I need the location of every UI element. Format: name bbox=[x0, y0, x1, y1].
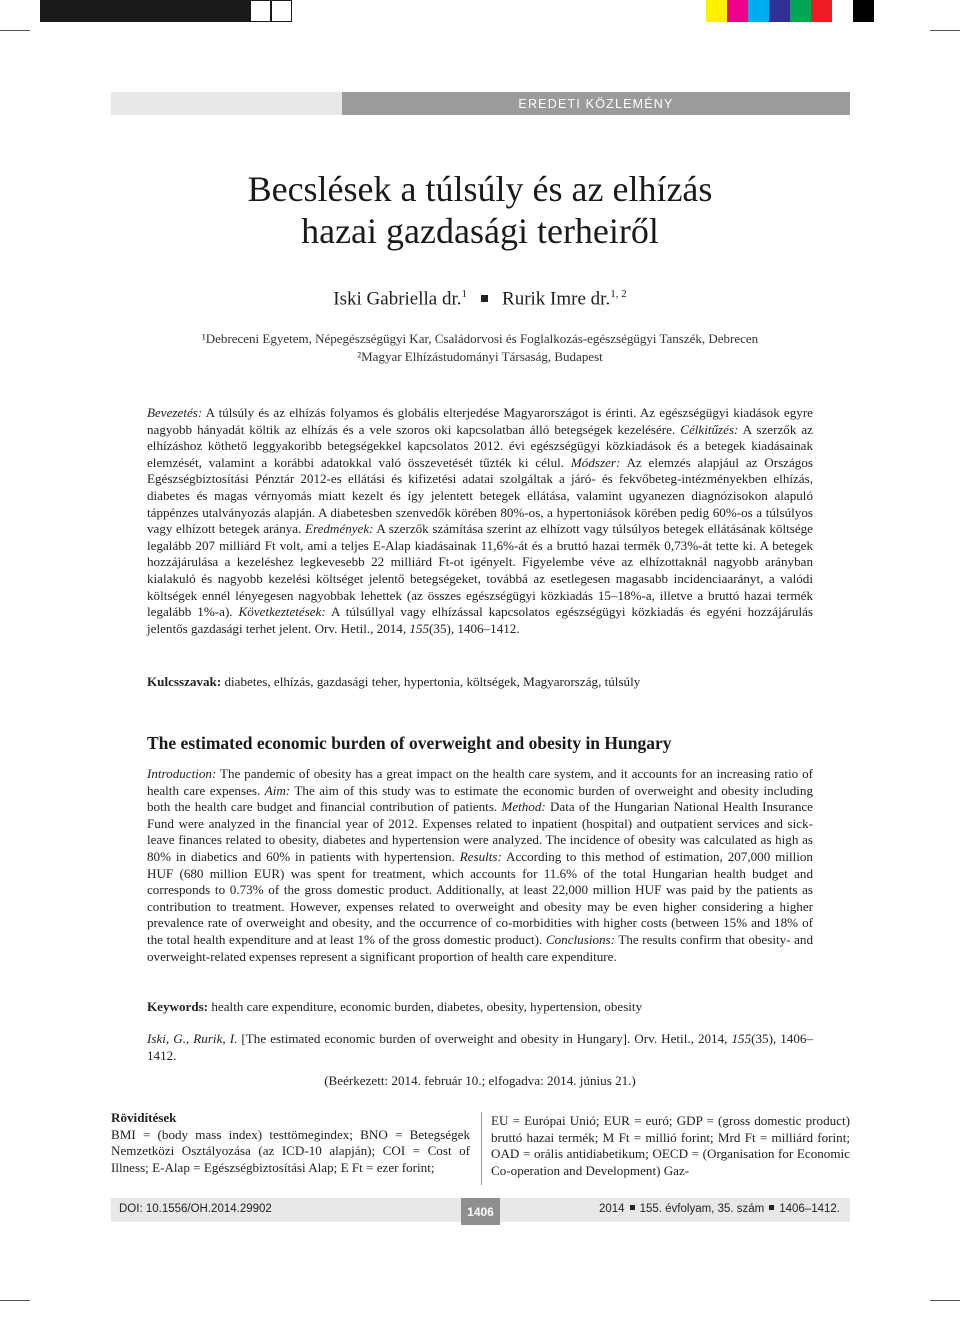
color-swatch bbox=[874, 0, 895, 22]
keywords-text: diabetes, elhízás, gazdasági teher, hypertonia, költségek, Magyarország, túlsúly bbox=[221, 674, 641, 689]
color-swatch bbox=[832, 0, 853, 22]
keywords-text: health care expenditure, economic burden, diabetes, obesity, hypertension, obesity bbox=[208, 999, 643, 1014]
color-swatch bbox=[706, 0, 727, 22]
affiliation: ²Magyar Elhízástudományi Társaság, Budapest bbox=[357, 349, 603, 364]
abbreviations-left bbox=[111, 1110, 470, 1176]
abbreviations-text: EU = Európai Unió; EUR = euró; GDP = (gross domestic product) bruttó hazai termék; M Ft = millió forint; Mrd Ft = milliárd forint; OAD = orális antidiabetikum; OECD = (Organisation for Economic Co-operation and Development) Gaz- bbox=[491, 1113, 850, 1178]
color-swatch bbox=[229, 0, 250, 22]
abstract-text: The pandemic of obesity has a great impact on the health care system, and it accounts for an increasing ratio of health care expenses. bbox=[147, 766, 813, 798]
abstract-text: A szerzők számítása szerint az elhízott vagy túlsúlyos betegek ellátásának költsége legalább 207 milliárd Ft volt, ami a teljes E-Alap kiadásainak 11,6%-át és a bruttó hazai termék 0,73%-át tette ki. A betegek hozzájárulása a kezeléshez legkevesebb 22 milliárd Ft-ot igényelt. Figyelembe véve az elhízottaknál nagyobb arányban kialakuló és nagyobb kezelési költséget jelentő betegségeket, továbbá az esetlegesen magasabb incidenciaarányt, a valódi költségek ennél lényegesen nagyobbak lehettek (az összes egészségügyi közkiadás 15–18%-a, illetve a bruttó hazai termék legalább 1%-a). bbox=[147, 521, 813, 620]
keywords-hu bbox=[147, 674, 813, 690]
section-label: Módszer: bbox=[570, 454, 621, 470]
citation-authors: Iski, G., Rurik, I. bbox=[147, 1031, 238, 1046]
abstract-text: According to this method of estimation, 207,000 million HUF (680 million EUR) was spent for treatment, which accounts for 11.6% of the total Hungarian health budget and corresponds to 0.73% of the gross domestic product. Additionally, at least 22,000 million HUF was paid by the patients as contribution to treatment. However, expenses related to overweight and obesity may be even higher considering a higher prevalence rate of overweight and obesity, and the occurrence of co-morbidities with higher costs (between 15% and 18% of the total health expenditure and at least 1% of the gross domestic product). bbox=[147, 848, 813, 947]
color-swatch bbox=[187, 0, 208, 22]
issue-volume: 155. évfolyam, 35. szám bbox=[639, 1203, 765, 1215]
abstract-text: A túlsúllyal vagy elhízással kapcsolatos egészségügyi közkiadás és egyéni hozzájárulás jelentős gazdasági terhet jelent. Orv. Hetil., 2014, bbox=[147, 604, 813, 636]
section-label: EREDETI KÖZLEMÉNY bbox=[342, 92, 850, 115]
affiliation-mark: 1 bbox=[461, 288, 468, 300]
issue-info bbox=[599, 1203, 840, 1215]
crop-mark bbox=[0, 30, 30, 31]
affiliation: ¹Debreceni Egyetem, Népegészségügyi Kar, Családorvosi és Foglalkozás-egészségügyi Tanszék, Debrecen bbox=[201, 331, 759, 346]
crop-mark bbox=[0, 1300, 30, 1301]
received-dates: (Beérkezett: 2014. február 10.; elfogadva: 2014. június 21.) bbox=[324, 1073, 636, 1088]
abstract-text: Data of the Hungarian National Health Insurance Fund were analyzed in the financial year of 2012. Expenses related to inpatient (hospital) and outpatient services and sick-leave finances related to obesity, diabetes and hypertension were analyzed. The incidence of obesity was calculated as high as 80% in diabetics and 60% in patients with hypertension. bbox=[147, 799, 813, 864]
section-label: Results: bbox=[459, 848, 502, 864]
section-label: Introduction: bbox=[147, 766, 217, 781]
abstract-text: (35), 1406–1412. bbox=[429, 620, 520, 636]
color-swatch bbox=[103, 0, 124, 22]
abstract-text: The results confirm that obesity- and overweight-related expenses represent a significant proportion of health care expenditure. bbox=[147, 931, 813, 964]
section-label: Conclusions: bbox=[545, 931, 616, 947]
section-label: Következtetések: bbox=[238, 604, 326, 620]
color-swatch bbox=[853, 0, 874, 22]
color-swatch bbox=[895, 0, 916, 22]
affiliation-mark: 1, 2 bbox=[610, 288, 627, 300]
color-swatch bbox=[40, 0, 61, 22]
color-swatch bbox=[208, 0, 229, 22]
color-swatch bbox=[769, 0, 790, 22]
citation-text: [The estimated economic burden of overweight and obesity in Hungary]. Orv. Hetil., 2014, bbox=[237, 1031, 732, 1046]
section-label: Aim: bbox=[264, 782, 291, 798]
abstract-hu bbox=[147, 405, 813, 637]
volume-number: 155 bbox=[409, 620, 430, 636]
author-line bbox=[110, 288, 850, 310]
title-line: hazai gazdasági terheiről bbox=[301, 211, 659, 251]
keywords-label: Keywords: bbox=[147, 999, 209, 1014]
keywords-en bbox=[147, 999, 813, 1015]
page-number: 1406 bbox=[461, 1198, 500, 1225]
color-swatch bbox=[124, 0, 145, 22]
abstract-en bbox=[147, 766, 813, 965]
issue-year: 2014 bbox=[598, 1203, 625, 1215]
citation bbox=[147, 1031, 813, 1064]
author-name: Iski Gabriella dr. bbox=[333, 288, 462, 310]
crop-mark bbox=[930, 1300, 960, 1301]
section-label: Eredmények: bbox=[304, 521, 374, 537]
color-swatch bbox=[61, 0, 82, 22]
printer-gray-bar bbox=[40, 0, 292, 22]
section-label: Method: bbox=[501, 799, 546, 815]
color-swatch bbox=[685, 0, 706, 22]
abbreviations-text: BMI = (body mass index) testtömegindex; BNO = Betegségek Nemzetközi Osztályozása (az ICD-10 alapján); COI = Cost of Illness; E-Alap = Egészségbiztosítási Alap; E Ft = ezer forint; bbox=[111, 1126, 470, 1175]
keywords-label: Kulcsszavak: bbox=[147, 674, 222, 689]
color-swatch bbox=[916, 0, 937, 22]
citation-text: (35), 1406–1412. bbox=[147, 1031, 813, 1063]
abbreviations-heading: Rövidítések bbox=[111, 1110, 177, 1125]
volume-number: 155 bbox=[731, 1031, 752, 1046]
separator-square-icon bbox=[769, 1205, 774, 1210]
color-swatch bbox=[748, 0, 769, 22]
color-swatch bbox=[811, 0, 832, 22]
abstract-text: The aim of this study was to estimate the economic burden of overweight and obesity including both the health care budget and financial contribution of patients. bbox=[147, 782, 813, 815]
color-swatch bbox=[727, 0, 748, 22]
printer-color-bar bbox=[685, 0, 937, 22]
section-label: Bevezetés: bbox=[147, 405, 203, 420]
doi: DOI: 10.1556/OH.2014.29902 bbox=[119, 1203, 272, 1215]
abstract-text: Az elemzés alapjául az Országos Egészségbiztosítási Pénztár 2012-es ellátási és kifizetési adatai szolgáltak a járó- és fekvőbeteg-intézményekben elhízás, diabetes és magas vérnyomás miatt kezelt és így jelentett betegek ellátása, valamint ugyanezen diagnózisokon alapuló táppénzes utalványozás alapján. A diabetesben szenvedők körében 80%-os, a hypertoniások körében pedig 60%-os a túlsúlyos vagy elhízott betegek aránya. bbox=[147, 454, 813, 537]
english-title: The estimated economic burden of overweight and obesity in Hungary bbox=[147, 733, 672, 753]
author-name: Rurik Imre dr. bbox=[502, 288, 611, 310]
crop-mark bbox=[930, 30, 960, 31]
abstract-text: A szerzők az elhízáshoz köthető leggyakoribb betegségekkel kapcsolatos 2012. évi egészségügyi közkiadások és a betegek kiadásainak elemzését, valamint a korábbi adatokkal való összevetését tűzték ki célul. bbox=[147, 421, 813, 470]
abbreviations-right bbox=[491, 1113, 850, 1179]
issue-pages: 1406–1412. bbox=[779, 1203, 840, 1215]
article-title bbox=[110, 168, 850, 252]
title-line: Becslések a túlsúly és az elhízás bbox=[247, 169, 713, 209]
section-label: Célkitűzés: bbox=[680, 421, 739, 437]
color-swatch bbox=[250, 0, 271, 22]
color-swatch bbox=[145, 0, 166, 22]
abstract-text: A túlsúly és az elhízás folyamos és globális elterjedése Magyarországot is érinti. Az egészségügyi kiadások egyre nagyobb hányadát költik az elhízás és a vele szoros oki kapcsolatban álló betegségek kezelésére. bbox=[147, 405, 813, 437]
color-swatch bbox=[790, 0, 811, 22]
color-swatch bbox=[82, 0, 103, 22]
separator-square-icon bbox=[481, 295, 488, 302]
column-divider bbox=[481, 1112, 482, 1185]
color-swatch bbox=[166, 0, 187, 22]
separator-square-icon bbox=[630, 1205, 635, 1210]
color-swatch bbox=[271, 0, 292, 22]
